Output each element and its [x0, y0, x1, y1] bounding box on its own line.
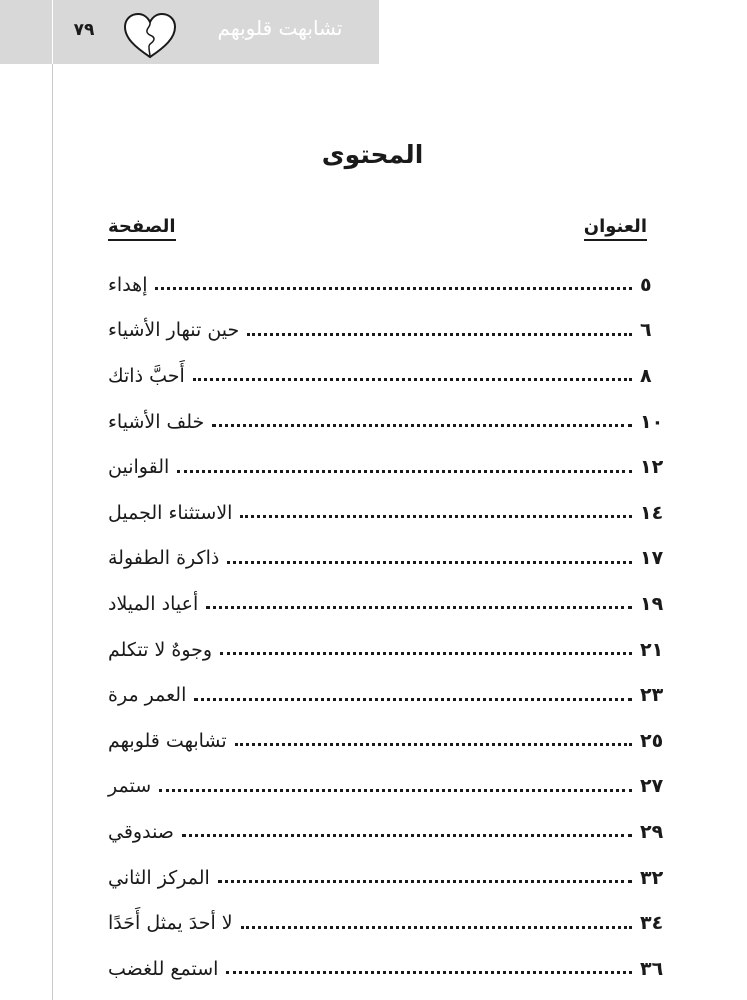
leader-dots	[226, 971, 632, 974]
toc-entry-page: ٢١	[640, 638, 664, 661]
toc-entry-page: ١٢	[640, 456, 664, 479]
column-header-title: العنوان	[584, 216, 647, 241]
leader-dots	[241, 926, 632, 929]
page-title: المحتوى	[321, 140, 424, 169]
toc-entry-page: ٢٩	[640, 820, 664, 843]
toc-entry-title: الاستثناء الجميل	[108, 501, 233, 524]
toc-entry[interactable]	[108, 764, 668, 810]
toc-entry[interactable]	[108, 627, 668, 673]
leader-dots	[220, 652, 632, 655]
leader-dots	[240, 515, 632, 518]
toc-entry-title: أَحبَّ ذاتك	[108, 364, 185, 387]
toc-entry-page: ١٧	[640, 547, 664, 570]
toc-entry-page: ٢٧	[640, 775, 664, 798]
toc-entry-title: المركز الثاني	[108, 866, 210, 889]
toc-entry[interactable]	[108, 672, 668, 718]
toc-entry-page: ١٩	[640, 592, 664, 615]
table-of-contents	[108, 262, 668, 992]
toc-entry[interactable]	[108, 718, 668, 764]
toc-entry[interactable]	[108, 536, 668, 582]
toc-entry-title: إهداء	[108, 273, 148, 296]
leader-dots	[159, 789, 632, 792]
toc-entry-title: استمع للغضب	[108, 957, 219, 980]
toc-entry-title: لا أحدَ يمثل أَحَدًا	[108, 912, 233, 935]
book-title: تشابهت قلوبهم	[217, 16, 343, 40]
header-divider	[52, 0, 53, 64]
heart-puzzle-icon	[121, 11, 179, 61]
toc-entry[interactable]	[108, 809, 668, 855]
toc-entry-page: ٣٦	[640, 957, 664, 980]
leader-dots	[193, 378, 632, 381]
toc-entry-page: ٨	[640, 364, 652, 387]
page-margin-line	[52, 64, 53, 1000]
toc-entry-page: ٣٤	[640, 912, 664, 935]
leader-dots	[218, 880, 632, 883]
toc-entry[interactable]	[108, 353, 668, 399]
toc-entry[interactable]	[108, 946, 668, 992]
toc-entry-title: صندوقي	[108, 820, 174, 843]
toc-entry[interactable]	[108, 581, 668, 627]
leader-dots	[155, 287, 632, 290]
leader-dots	[212, 424, 632, 427]
toc-entry[interactable]	[108, 262, 668, 308]
toc-entry-title: العمر مرة	[108, 684, 187, 707]
toc-entry[interactable]	[108, 444, 668, 490]
toc-entry[interactable]	[108, 490, 668, 536]
toc-entry-title: أعياد الميلاد	[108, 592, 199, 615]
toc-entry-title: القوانين	[108, 456, 170, 479]
toc-entry-page: ١٤	[640, 501, 664, 524]
toc-entry[interactable]	[108, 855, 668, 901]
toc-entry-title: ذاكرة الطفولة	[108, 547, 220, 570]
toc-entry-page: ٦	[640, 319, 652, 342]
toc-entry-title: خلف الأشياء	[108, 410, 205, 433]
leader-dots	[177, 470, 632, 473]
toc-entry-title: حين تنهار الأشياء	[108, 319, 240, 342]
toc-entry-title: وجوهٌ لا تتكلم	[108, 638, 213, 661]
toc-entry-page: ٢٥	[640, 729, 664, 752]
leader-dots	[227, 561, 632, 564]
page-number: ٧٩	[73, 20, 95, 40]
toc-entry-title: تشابهت قلوبهم	[108, 729, 227, 752]
toc-entry-title: ستمر	[108, 775, 152, 798]
toc-entry-page: ٥	[640, 273, 652, 296]
leader-dots	[247, 333, 632, 336]
toc-entry[interactable]	[108, 308, 668, 354]
toc-entry-page: ٢٣	[640, 684, 664, 707]
toc-entry-page: ١٠	[640, 410, 664, 433]
leader-dots	[182, 834, 632, 837]
column-header-page: الصفحة	[108, 216, 176, 241]
toc-entry-page: ٣٢	[640, 866, 664, 889]
leader-dots	[206, 606, 632, 609]
toc-entry[interactable]	[108, 900, 668, 946]
leader-dots	[194, 698, 632, 701]
leader-dots	[235, 743, 632, 746]
toc-entry[interactable]	[108, 399, 668, 445]
